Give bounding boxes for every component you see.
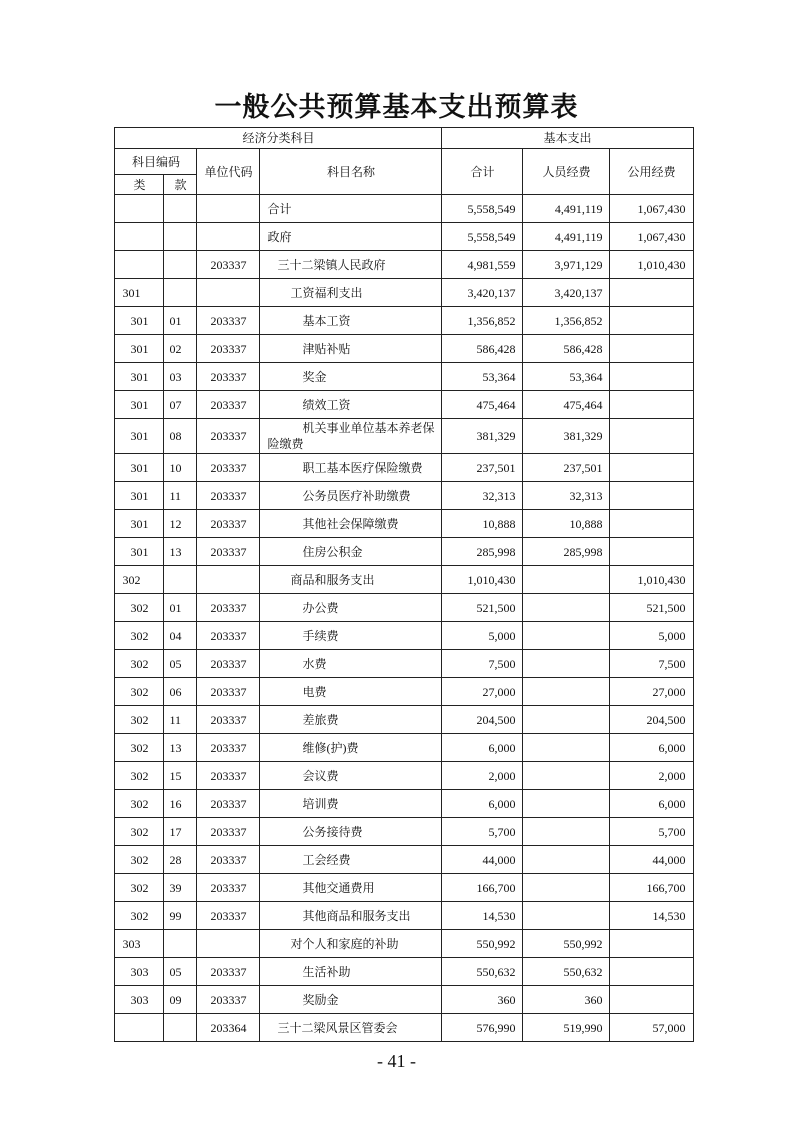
- cell-total: 53,364: [442, 363, 523, 391]
- cell-kuan: 01: [164, 307, 197, 335]
- cell-public: [610, 510, 693, 538]
- cell-unit-code: 203337: [197, 538, 260, 566]
- table-row: [115, 902, 693, 930]
- header-row-2: [115, 149, 693, 175]
- cell-personnel: 53,364: [523, 363, 610, 391]
- cell-personnel: [523, 874, 610, 902]
- cell-subject-name: 培训费: [260, 790, 442, 818]
- cell-lei: 302: [115, 594, 164, 622]
- cell-total: 360: [442, 986, 523, 1014]
- cell-lei: 303: [115, 986, 164, 1014]
- cell-total: 4,981,559: [442, 251, 523, 279]
- cell-public: 1,010,430: [610, 566, 693, 594]
- cell-unit-code: 203337: [197, 958, 260, 986]
- cell-lei: 301: [115, 279, 164, 307]
- cell-lei: 302: [115, 846, 164, 874]
- cell-subject-name: 办公费: [260, 594, 442, 622]
- cell-personnel: [523, 818, 610, 846]
- header-basic-expense: 基本支出: [442, 128, 693, 149]
- cell-subject-name: 住房公积金: [260, 538, 442, 566]
- cell-public: 57,000: [610, 1014, 693, 1042]
- table-row: [115, 363, 693, 391]
- cell-total: 14,530: [442, 902, 523, 930]
- cell-personnel: 4,491,119: [523, 195, 610, 223]
- cell-personnel: 550,632: [523, 958, 610, 986]
- cell-lei: [115, 223, 164, 251]
- cell-unit-code: 203337: [197, 363, 260, 391]
- table-row: [115, 818, 693, 846]
- cell-personnel: 3,971,129: [523, 251, 610, 279]
- budget-table: [114, 127, 693, 1042]
- cell-kuan: 13: [164, 734, 197, 762]
- cell-personnel: [523, 734, 610, 762]
- cell-unit-code: 203337: [197, 335, 260, 363]
- table-row: [115, 650, 693, 678]
- cell-personnel: [523, 678, 610, 706]
- cell-unit-code: 203337: [197, 846, 260, 874]
- cell-subject-name: 奖励金: [260, 986, 442, 1014]
- cell-subject-name: 会议费: [260, 762, 442, 790]
- cell-kuan: [164, 223, 197, 251]
- table-row: [115, 538, 693, 566]
- cell-personnel: 237,501: [523, 454, 610, 482]
- cell-total: 204,500: [442, 706, 523, 734]
- cell-total: 5,700: [442, 818, 523, 846]
- cell-lei: 303: [115, 930, 164, 958]
- cell-lei: 302: [115, 566, 164, 594]
- cell-public: [610, 419, 693, 454]
- cell-kuan: 17: [164, 818, 197, 846]
- cell-total: 27,000: [442, 678, 523, 706]
- cell-subject-name: 商品和服务支出: [260, 566, 442, 594]
- cell-public: 5,000: [610, 622, 693, 650]
- cell-public: [610, 930, 693, 958]
- cell-total: 166,700: [442, 874, 523, 902]
- cell-lei: 302: [115, 706, 164, 734]
- cell-public: 521,500: [610, 594, 693, 622]
- cell-personnel: [523, 566, 610, 594]
- cell-lei: 302: [115, 622, 164, 650]
- table-row: [115, 930, 693, 958]
- cell-kuan: 28: [164, 846, 197, 874]
- cell-subject-name: 工会经费: [260, 846, 442, 874]
- cell-personnel: [523, 790, 610, 818]
- table-row: [115, 307, 693, 335]
- cell-lei: [115, 1014, 164, 1042]
- cell-public: 14,530: [610, 902, 693, 930]
- cell-personnel: 519,990: [523, 1014, 610, 1042]
- cell-total: 3,420,137: [442, 279, 523, 307]
- header-econ-class: 经济分类科目: [115, 128, 442, 149]
- cell-kuan: 04: [164, 622, 197, 650]
- cell-subject-name: 三十二梁风景区管委会: [260, 1014, 442, 1042]
- cell-total: 10,888: [442, 510, 523, 538]
- table-row: [115, 223, 693, 251]
- cell-total: 475,464: [442, 391, 523, 419]
- cell-public: [610, 454, 693, 482]
- cell-subject-name: 水费: [260, 650, 442, 678]
- table-row: [115, 734, 693, 762]
- cell-subject-name: 合计: [260, 195, 442, 223]
- cell-subject-name: 机关事业单位基本养老保险缴费: [260, 419, 442, 454]
- header-total: 合计: [442, 149, 523, 195]
- cell-kuan: [164, 279, 197, 307]
- cell-subject-name: 工资福利支出: [260, 279, 442, 307]
- cell-kuan: 07: [164, 391, 197, 419]
- cell-total: 586,428: [442, 335, 523, 363]
- cell-lei: 301: [115, 335, 164, 363]
- page-content: [0, 92, 793, 1072]
- cell-unit-code: 203337: [197, 762, 260, 790]
- cell-kuan: [164, 251, 197, 279]
- cell-subject-name: 其他商品和服务支出: [260, 902, 442, 930]
- cell-unit-code: 203337: [197, 622, 260, 650]
- cell-unit-code: [197, 195, 260, 223]
- cell-subject-name: 三十二梁镇人民政府: [260, 251, 442, 279]
- cell-public: [610, 335, 693, 363]
- table-row: [115, 566, 693, 594]
- cell-personnel: 586,428: [523, 335, 610, 363]
- cell-kuan: 02: [164, 335, 197, 363]
- cell-subject-name: 其他交通费用: [260, 874, 442, 902]
- cell-unit-code: [197, 930, 260, 958]
- cell-public: [610, 986, 693, 1014]
- cell-public: 204,500: [610, 706, 693, 734]
- cell-total: 1,010,430: [442, 566, 523, 594]
- cell-unit-code: 203337: [197, 251, 260, 279]
- cell-subject-name: 绩效工资: [260, 391, 442, 419]
- header-personnel: 人员经费: [523, 149, 610, 195]
- cell-lei: 302: [115, 678, 164, 706]
- table-row: [115, 874, 693, 902]
- cell-lei: [115, 195, 164, 223]
- cell-lei: 302: [115, 874, 164, 902]
- table-row: [115, 594, 693, 622]
- cell-personnel: [523, 650, 610, 678]
- cell-kuan: 99: [164, 902, 197, 930]
- cell-subject-name: 维修(护)费: [260, 734, 442, 762]
- table-row: [115, 762, 693, 790]
- cell-lei: 301: [115, 307, 164, 335]
- cell-unit-code: 203337: [197, 734, 260, 762]
- cell-lei: 302: [115, 818, 164, 846]
- cell-personnel: 4,491,119: [523, 223, 610, 251]
- cell-public: [610, 538, 693, 566]
- cell-kuan: 03: [164, 363, 197, 391]
- cell-public: [610, 958, 693, 986]
- cell-unit-code: 203337: [197, 391, 260, 419]
- cell-kuan: 11: [164, 706, 197, 734]
- header-row-1: [115, 128, 693, 149]
- table-row: [115, 846, 693, 874]
- cell-personnel: 10,888: [523, 510, 610, 538]
- cell-total: 237,501: [442, 454, 523, 482]
- cell-kuan: 06: [164, 678, 197, 706]
- cell-total: 381,329: [442, 419, 523, 454]
- header-kuan: 款: [164, 175, 197, 195]
- cell-lei: 302: [115, 650, 164, 678]
- cell-total: 7,500: [442, 650, 523, 678]
- table-row: [115, 419, 693, 454]
- cell-kuan: 05: [164, 650, 197, 678]
- cell-public: 1,010,430: [610, 251, 693, 279]
- cell-public: 6,000: [610, 734, 693, 762]
- cell-kuan: 10: [164, 454, 197, 482]
- cell-kuan: 12: [164, 510, 197, 538]
- cell-lei: 302: [115, 734, 164, 762]
- cell-lei: 301: [115, 454, 164, 482]
- cell-kuan: [164, 195, 197, 223]
- cell-kuan: [164, 566, 197, 594]
- cell-subject-name: 差旅费: [260, 706, 442, 734]
- cell-subject-name: 其他社会保障缴费: [260, 510, 442, 538]
- table-row: [115, 335, 693, 363]
- cell-public: [610, 363, 693, 391]
- cell-unit-code: 203337: [197, 706, 260, 734]
- cell-personnel: 32,313: [523, 482, 610, 510]
- cell-subject-name: 公务员医疗补助缴费: [260, 482, 442, 510]
- cell-lei: 301: [115, 419, 164, 454]
- cell-public: [610, 307, 693, 335]
- cell-personnel: [523, 594, 610, 622]
- cell-unit-code: 203337: [197, 790, 260, 818]
- cell-personnel: 381,329: [523, 419, 610, 454]
- table-row: [115, 958, 693, 986]
- cell-public: 6,000: [610, 790, 693, 818]
- cell-personnel: [523, 706, 610, 734]
- cell-personnel: 1,356,852: [523, 307, 610, 335]
- cell-lei: 302: [115, 902, 164, 930]
- cell-subject-name: 电费: [260, 678, 442, 706]
- cell-total: 285,998: [442, 538, 523, 566]
- table-body: [115, 195, 693, 1042]
- table-row: [115, 510, 693, 538]
- cell-public: [610, 279, 693, 307]
- cell-subject-name: 生活补助: [260, 958, 442, 986]
- cell-total: 6,000: [442, 734, 523, 762]
- header-unit-code: 单位代码: [197, 149, 260, 195]
- cell-kuan: [164, 930, 197, 958]
- cell-lei: 302: [115, 762, 164, 790]
- cell-unit-code: [197, 223, 260, 251]
- header-lei: 类: [115, 175, 164, 195]
- cell-kuan: 39: [164, 874, 197, 902]
- table-row: [115, 790, 693, 818]
- cell-personnel: [523, 762, 610, 790]
- cell-total: 1,356,852: [442, 307, 523, 335]
- cell-unit-code: [197, 279, 260, 307]
- cell-unit-code: 203337: [197, 454, 260, 482]
- cell-unit-code: 203337: [197, 594, 260, 622]
- cell-total: 5,000: [442, 622, 523, 650]
- cell-unit-code: 203337: [197, 307, 260, 335]
- cell-unit-code: 203337: [197, 818, 260, 846]
- table-row: [115, 195, 693, 223]
- table-row: [115, 986, 693, 1014]
- cell-lei: 301: [115, 363, 164, 391]
- cell-lei: 301: [115, 538, 164, 566]
- cell-total: 6,000: [442, 790, 523, 818]
- table-row: [115, 391, 693, 419]
- cell-public: [610, 391, 693, 419]
- header-subject-name: 科目名称: [260, 149, 442, 195]
- cell-unit-code: 203337: [197, 419, 260, 454]
- cell-personnel: [523, 846, 610, 874]
- cell-total: 521,500: [442, 594, 523, 622]
- cell-total: 2,000: [442, 762, 523, 790]
- cell-unit-code: 203337: [197, 510, 260, 538]
- cell-unit-code: 203364: [197, 1014, 260, 1042]
- cell-kuan: 01: [164, 594, 197, 622]
- cell-lei: 301: [115, 482, 164, 510]
- cell-personnel: 3,420,137: [523, 279, 610, 307]
- cell-total: 44,000: [442, 846, 523, 874]
- cell-total: 550,992: [442, 930, 523, 958]
- cell-personnel: [523, 622, 610, 650]
- cell-unit-code: 203337: [197, 482, 260, 510]
- table-row: [115, 678, 693, 706]
- cell-lei: 301: [115, 510, 164, 538]
- cell-public: 27,000: [610, 678, 693, 706]
- cell-total: 5,558,549: [442, 223, 523, 251]
- cell-subject-name: 公务接待费: [260, 818, 442, 846]
- table-row: [115, 482, 693, 510]
- header-subject-code: 科目编码: [115, 149, 197, 175]
- header-public: 公用经费: [610, 149, 693, 195]
- cell-personnel: 550,992: [523, 930, 610, 958]
- cell-subject-name: 职工基本医疗保险缴费: [260, 454, 442, 482]
- cell-unit-code: 203337: [197, 874, 260, 902]
- cell-lei: 301: [115, 391, 164, 419]
- cell-subject-name: 基本工资: [260, 307, 442, 335]
- cell-kuan: 09: [164, 986, 197, 1014]
- cell-personnel: 475,464: [523, 391, 610, 419]
- cell-total: 576,990: [442, 1014, 523, 1042]
- cell-total: 32,313: [442, 482, 523, 510]
- cell-kuan: [164, 1014, 197, 1042]
- cell-subject-name: 对个人和家庭的补助: [260, 930, 442, 958]
- cell-subject-name: 政府: [260, 223, 442, 251]
- cell-unit-code: 203337: [197, 650, 260, 678]
- cell-kuan: 05: [164, 958, 197, 986]
- cell-public: 2,000: [610, 762, 693, 790]
- cell-kuan: 15: [164, 762, 197, 790]
- cell-personnel: 360: [523, 986, 610, 1014]
- cell-total: 5,558,549: [442, 195, 523, 223]
- cell-lei: 303: [115, 958, 164, 986]
- cell-subject-name: 手续费: [260, 622, 442, 650]
- table-row: [115, 622, 693, 650]
- cell-kuan: 11: [164, 482, 197, 510]
- cell-kuan: 16: [164, 790, 197, 818]
- cell-total: 550,632: [442, 958, 523, 986]
- cell-public: 1,067,430: [610, 223, 693, 251]
- cell-unit-code: 203337: [197, 986, 260, 1014]
- cell-unit-code: [197, 566, 260, 594]
- cell-public: 1,067,430: [610, 195, 693, 223]
- table-row: [115, 251, 693, 279]
- cell-public: 166,700: [610, 874, 693, 902]
- table-row: [115, 706, 693, 734]
- page-number: - 41 -: [377, 1051, 416, 1071]
- cell-public: [610, 482, 693, 510]
- table-row: [115, 279, 693, 307]
- page-title: 一般公共预算基本支出预算表: [214, 92, 579, 123]
- cell-public: 7,500: [610, 650, 693, 678]
- cell-lei: [115, 251, 164, 279]
- table-row: [115, 1014, 693, 1042]
- cell-public: 44,000: [610, 846, 693, 874]
- cell-public: 5,700: [610, 818, 693, 846]
- cell-lei: 302: [115, 790, 164, 818]
- cell-unit-code: 203337: [197, 902, 260, 930]
- cell-kuan: 13: [164, 538, 197, 566]
- cell-subject-name: 奖金: [260, 363, 442, 391]
- cell-personnel: [523, 902, 610, 930]
- cell-subject-name: 津贴补贴: [260, 335, 442, 363]
- cell-unit-code: 203337: [197, 678, 260, 706]
- cell-kuan: 08: [164, 419, 197, 454]
- cell-personnel: 285,998: [523, 538, 610, 566]
- table-row: [115, 454, 693, 482]
